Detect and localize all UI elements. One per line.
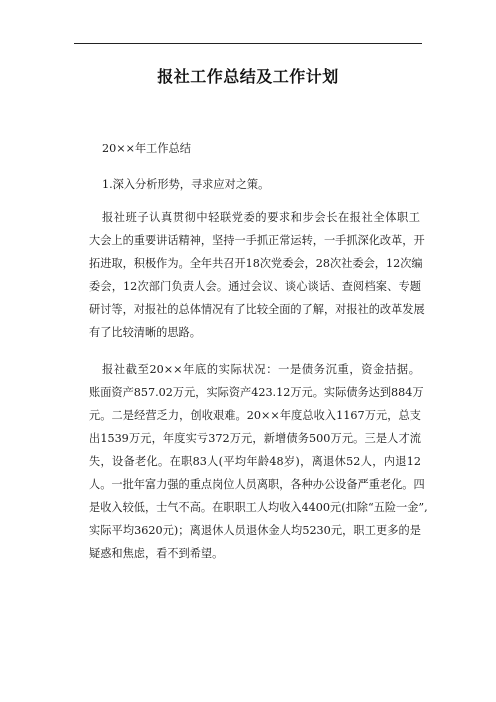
paragraph-2-line-1: 报社截至20××年底的实际状况：一是债务沉重，资金拮据。 <box>102 363 420 376</box>
paragraph-2-line-2: 账面资产857.02万元，实际资产423.12万元。实际债务达到884万 <box>89 386 424 399</box>
paragraph-2-line-8: 实际平均3620元)；离退休人员退休金人均5230元，职工更多的是 <box>89 524 421 537</box>
paragraph-2-line-4: 出1539万元，年度实亏372万元，新增债务500万元。三是人才流 <box>89 432 421 445</box>
paragraph-1-line-5: 研讨等，对报社的总体情况有了比较全面的了解，对报社的改革发展 <box>89 303 425 316</box>
document-title: 报社工作总结及工作计划 <box>157 67 339 86</box>
paragraph-1-line-2: 大会上的重要讲话精神，坚持一手抓正常运转，一手抓深化改革，开 <box>89 234 425 247</box>
paragraph-1-line-6: 有了比较清晰的思路。 <box>89 326 201 339</box>
subheading: 1.深入分析形势，寻求应对之策。 <box>102 178 270 191</box>
paragraph-1-line-3: 拓进取，积极作为。全年共召开18次党委会，28次社委会，12次编 <box>89 257 423 270</box>
paragraph-1-line-1: 报社班子认真贯彻中轻联党委的要求和步会长在报社全体职工 <box>102 211 420 224</box>
paragraph-2-line-5: 失，设备老化。在职83人(平均年龄48岁)，离退休52人，内退12 <box>89 455 421 468</box>
paragraph-2-line-6: 人。一批年富力强的重点岗位人员离职，各种办公设备严重老化。四 <box>89 478 425 491</box>
section-heading: 20××年工作总结 <box>102 142 191 155</box>
paragraph-2-line-9: 疑惑和焦虑，看不到希望。 <box>89 547 224 560</box>
paragraph-2-line-7: 是收入较低，士气不高。在职职工人均收入4400元(扣除“五险一金”, <box>89 501 428 514</box>
paragraph-2-line-3: 元。二是经营乏力，创收艰难。20××年度总收入1167万元，总支 <box>89 409 421 422</box>
paragraph-1-line-4: 委会，12次部门负责人会。通过会议、谈心谈话、查阅档案、专题 <box>89 280 421 293</box>
header-rule <box>74 43 422 44</box>
